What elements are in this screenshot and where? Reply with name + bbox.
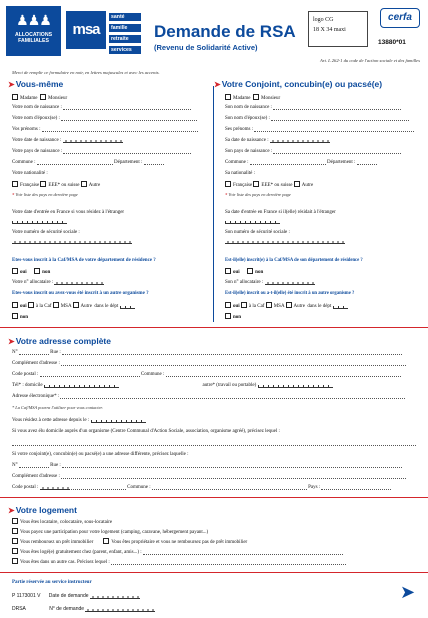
q-autre-organisme: Etes-vous inscrit ou avez-vous été inscrit à un autre organisme ? <box>12 291 149 296</box>
prenoms-field[interactable]: Vos prénoms : <box>12 127 198 132</box>
conj-complement-field[interactable]: Complément d'adresse : <box>12 474 406 479</box>
inscrit-non-checkbox[interactable] <box>34 268 40 274</box>
conj-nationalite-label: Sa nationalité : <box>225 171 255 176</box>
heading-conjoint: ➤Votre Conjoint, concubin(e) ou pacsé(e) <box>214 79 383 89</box>
next-page-arrow-icon: ➤ <box>400 582 416 602</box>
logo-cg-box: logo CG 18 X 34 maxi <box>308 11 368 47</box>
autre-org-checkbox[interactable] <box>73 302 79 308</box>
conj-autre-checkbox[interactable] <box>294 181 300 187</box>
conj-monsieur-checkbox[interactable] <box>253 94 259 100</box>
conj-msa-checkbox[interactable] <box>266 302 272 308</box>
form-subtitle: (Revenu de Solidarité Active) <box>154 43 258 52</box>
logement-autre-checkbox[interactable] <box>12 558 18 564</box>
conj-nom-naissance-field[interactable]: Son nom de naissance : <box>225 105 401 110</box>
msa-checkbox[interactable] <box>53 302 59 308</box>
commune-field[interactable]: Commune : Département : <box>12 160 164 165</box>
divider <box>0 572 428 573</box>
form-header <box>6 6 422 60</box>
q-inscrit: Etes-vous inscrit à la Caf/MSA de votre département de résidence ? <box>12 258 156 263</box>
heading-logement: ➤Votre logement <box>8 505 77 515</box>
conj-inscrit-oui-checkbox[interactable] <box>225 268 231 274</box>
conj-nom-epoux-field[interactable]: Son nom d'époux(se) : <box>225 116 409 121</box>
conj-caf-checkbox[interactable] <box>241 302 247 308</box>
conj-francaise-checkbox[interactable] <box>225 181 231 187</box>
autre-checkbox[interactable] <box>81 181 87 187</box>
date-naissance-field[interactable]: Votre date de naissance : <box>12 138 123 143</box>
conj-prenoms-field[interactable]: Ses prénoms : <box>225 127 414 132</box>
conj-numero-rue-field[interactable]: N° Rue : <box>12 463 402 468</box>
pays-naissance-field[interactable]: Votre pays de naissance : <box>12 149 191 154</box>
divider <box>0 327 428 328</box>
instructions: Merci de remplir ce formulaire en noir, en lettres majuscules et avec les accents. <box>12 70 160 75</box>
cerfa-number: 13880*01 <box>378 39 406 46</box>
domicile-organisme-label: Si vous avez élu domicile auprès d'un organisme (Centre Communal d'Action Sociale, association, organisme agréé), précisez lequel : <box>12 429 280 434</box>
legal-reference: Art. L 262-1 du code de l'action sociale et des familles <box>319 58 420 63</box>
conj-q-inscrit: Est-il(elle) inscrit(e) à la Caf/MSA de son département de résidence ? <box>225 258 363 263</box>
divider <box>0 497 428 498</box>
conj-cp-commune-pays-field[interactable]: Code postal : Commune : Pays : <box>12 485 391 490</box>
form-title: Demande de RSA <box>154 22 296 41</box>
conj-autre-org-checkbox[interactable] <box>286 302 292 308</box>
arrow-icon: ➤ <box>8 337 15 346</box>
logement-pret-checkbox[interactable] <box>12 538 18 544</box>
caf-logo: ♟♟♟ ALLOCATIONS FAMILIALES <box>6 6 61 56</box>
conj-secu-field[interactable] <box>225 239 345 244</box>
note-pays: * Voir liste des pays en dernière page <box>12 192 78 197</box>
heading-vous-meme: ➤Vous-même <box>8 79 64 89</box>
conj-madame-checkbox[interactable] <box>225 94 231 100</box>
autre-oui-checkbox[interactable] <box>12 302 18 308</box>
numero-demande-field[interactable]: DRSA N° de demande <box>12 606 155 612</box>
monsieur-checkbox[interactable] <box>40 94 46 100</box>
conj-date-naissance-field[interactable]: Sa date de naissance : <box>225 138 330 143</box>
secu-field[interactable] <box>12 239 132 244</box>
cp-commune-field[interactable]: Code postal : Commune : <box>12 372 401 377</box>
nom-epoux-field[interactable]: Votre nom d'époux(se) : <box>12 116 197 121</box>
logement-gratuit-checkbox[interactable] <box>12 548 18 554</box>
domicile-organisme-field[interactable] <box>12 441 416 446</box>
conj-allocataire-field[interactable]: Son n° allocataire : <box>225 280 315 285</box>
caf-checkbox[interactable] <box>28 302 34 308</box>
conj-commune-field[interactable]: Commune : Département : <box>225 160 377 165</box>
msa-logo: msa santé famille retraite services <box>66 11 140 49</box>
adresse-numero-rue-field[interactable]: N° Rue : <box>12 350 402 355</box>
conj-note-pays: * Voir liste des pays en dernière page <box>225 192 291 197</box>
conj-secu-label: Son numéro de sécurité sociale : <box>225 230 290 235</box>
inscrit-oui-checkbox[interactable] <box>12 268 18 274</box>
nom-naissance-field[interactable]: Votre nom de naissance : <box>12 105 191 110</box>
conj-date-entree-field[interactable] <box>225 219 280 224</box>
note-caf: * La Caf/MSA pourra l'utiliser pour vous contacter. <box>12 405 103 410</box>
conj-q-autre-organisme: Est-il(elle) inscrit ou a-t-il(elle) été inscrit à un autre organisme ? <box>225 291 355 296</box>
date-demande-field[interactable]: P 1173001 V Date de demande <box>12 593 140 599</box>
column-divider <box>213 86 214 322</box>
logement-proprietaire-checkbox[interactable] <box>103 538 109 544</box>
madame-checkbox[interactable] <box>12 94 18 100</box>
logement-locataire-checkbox[interactable] <box>12 518 18 524</box>
conj-inscrit-non-checkbox[interactable] <box>247 268 253 274</box>
date-entree-label: Votre date d'entrée en France si vous résidez à l'étranger <box>12 210 125 215</box>
arrow-icon: ➤ <box>8 506 15 515</box>
conjoint-adresse-label: Si votre conjoint(e), concubin(e) ou pacsé(e) a une adresse différente, précisez laquelle : <box>12 452 189 457</box>
cerfa-logo: cerfa <box>380 8 420 28</box>
nationalite-label: Votre nationalité : <box>12 171 48 176</box>
autre-non-checkbox[interactable] <box>12 313 18 319</box>
conj-eee-checkbox[interactable] <box>253 181 259 187</box>
eee-checkbox[interactable] <box>40 181 46 187</box>
partie-reservee: Partie réservée au service instructeur <box>12 580 92 585</box>
conj-autre-non-checkbox[interactable] <box>225 313 231 319</box>
arrow-icon: ➤ <box>8 80 15 89</box>
complement-field[interactable]: Complément d'adresse : <box>12 361 406 366</box>
secu-label: Votre numéro de sécurité sociale : <box>12 230 80 235</box>
conj-date-entree-label: Sa date d'entrée en France si il(elle) résidait à l'étranger <box>225 210 336 215</box>
logement-participation-checkbox[interactable] <box>12 528 18 534</box>
telephone-field[interactable]: Tél* : domicile autre* (travail ou portable) <box>12 383 333 388</box>
francaise-checkbox[interactable] <box>12 181 18 187</box>
arrow-icon: ➤ <box>214 80 221 89</box>
conj-autre-oui-checkbox[interactable] <box>225 302 231 308</box>
residez-depuis-field[interactable]: Vous résidez à cette adresse depuis le : <box>12 418 146 423</box>
email-field[interactable]: Adresse électronique* : <box>12 394 405 399</box>
date-entree-field[interactable] <box>12 219 67 224</box>
allocataire-field[interactable]: Votre n° allocataire : <box>12 280 104 285</box>
conj-pays-naissance-field[interactable]: Son pays de naissance : <box>225 149 401 154</box>
heading-adresse: ➤Votre adresse complète <box>8 336 111 346</box>
